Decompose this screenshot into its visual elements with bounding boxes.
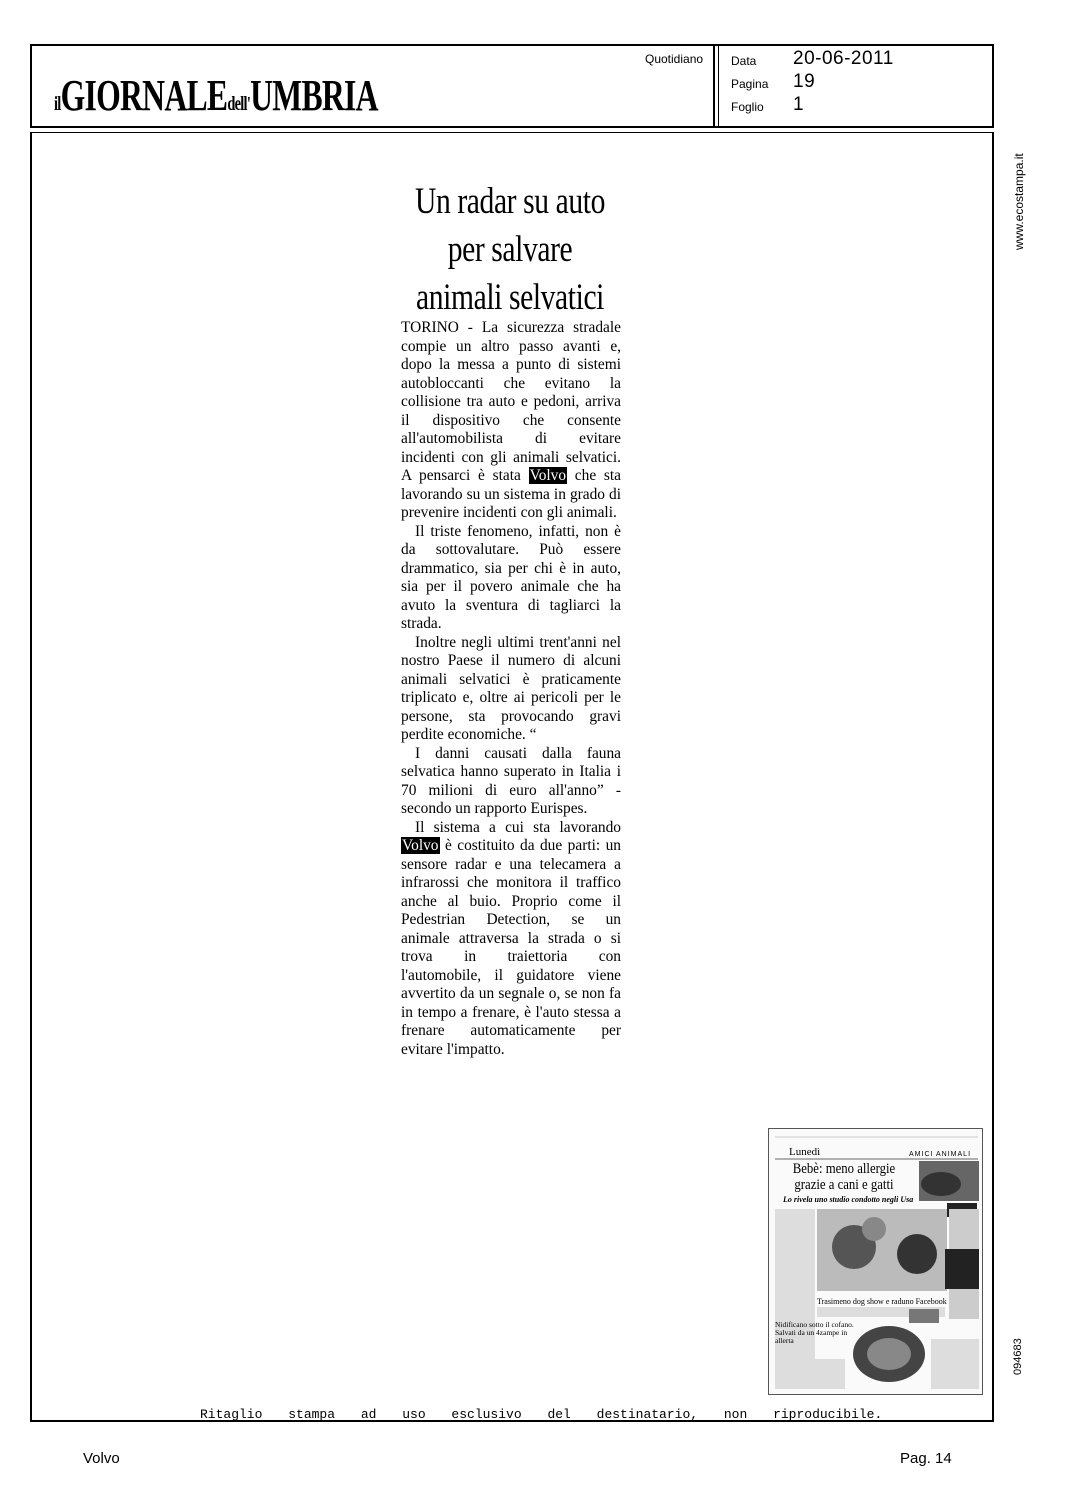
page-thumbnail <box>768 1128 983 1395</box>
headline-line: per salvare <box>447 229 573 270</box>
article-paragraph: TORINO - La sicurezza stradale compie un altro passo avanti e, dopo la messa a punto di sistemi autobloccanti che evitano la collisione tra auto e pedoni, arriva il dispositivo che consente all'automobilista di evitare incidenti con gli animali selvatici. A pensarci è stata Volvo che sta lavorando su un sistema in grado di prevenire incidenti con gli animali. <box>401 319 622 521</box>
thumbnail-day: Lunedì <box>789 1146 821 1158</box>
article-paragraph: Inoltre negli ultimi trent'anni nel nostro Paese il numero di alcuni animali selvatici è praticamente triplicato e, oltre ai pericoli per le persone, sta provocando gravi perdite economiche. “ <box>401 633 621 743</box>
side-website: www.ecostampa.it <box>1012 153 1026 250</box>
keyword-highlight: Volvo <box>529 467 567 484</box>
thumbnail-caption: Trasimeno dog show e raduno Facebook <box>817 1297 947 1306</box>
date-label: Data <box>731 54 757 68</box>
date-value: 20-06-2011 <box>793 48 894 69</box>
thumbnail-caption: Nidificano sotto il cofano. Salvati da un 4zampe in allerta <box>775 1320 854 1345</box>
publication-type: Quotidiano <box>645 52 704 66</box>
page-label: Pagina <box>731 77 769 91</box>
article-body <box>401 319 621 1059</box>
article-paragraph: Il sistema a cui sta lavorando Volvo è costituito da due parti: un sensore radar e una telecamera a infrarossi che monitora il traffico anche al buio. Proprio come il Pedestrian Detection, se un animale attraversa la strada o si trova in traiettoria con l'automobile, il guidatore viene avvertito da un segnale o, se non fa in tempo a frenare, è l'auto stessa a frenare automaticamente per evitare l'impatto. <box>401 818 621 1058</box>
article-paragraph: Il triste fenomeno, infatti, non è da sottovalutare. Può essere drammatico, sia per chi è in auto, sia per il povero animale che ha avuto la sventura di tagliarci la strada. <box>401 522 621 632</box>
sheet-value: 1 <box>793 94 805 115</box>
headline-line: Un radar su auto <box>414 181 606 222</box>
header-divider <box>713 44 719 128</box>
keyword-highlight: Volvo <box>402 837 439 854</box>
thumbnail-headline: Bebè: meno allergie grazie a cani e gatti <box>792 1161 896 1193</box>
side-code: 094683 <box>1012 1338 1024 1375</box>
article-headline <box>380 178 640 322</box>
page-number: Pag. 14 <box>900 1450 952 1467</box>
disclaimer: Ritaglio stampa ad uso esclusivo del destinatario, non riproducibile. <box>200 1407 883 1422</box>
thumbnail-section: AMICI ANIMALI <box>909 1151 972 1158</box>
keyword-label: Volvo <box>83 1450 120 1467</box>
page-value: 19 <box>793 71 816 92</box>
newspaper-logo: ilGIORNALEdell'UMBRIA <box>54 71 378 120</box>
sheet-label: Foglio <box>731 100 764 114</box>
headline-line: animali selvatici <box>416 277 604 318</box>
thumbnail-subheadline: Lo rivela uno studio condotto negli Usa <box>783 1195 914 1204</box>
article-paragraph: I danni causati dalla fauna selvatica hanno superato in Italia i 70 milioni di euro all'anno” - secondo un rapporto Eurispes. <box>401 744 621 817</box>
